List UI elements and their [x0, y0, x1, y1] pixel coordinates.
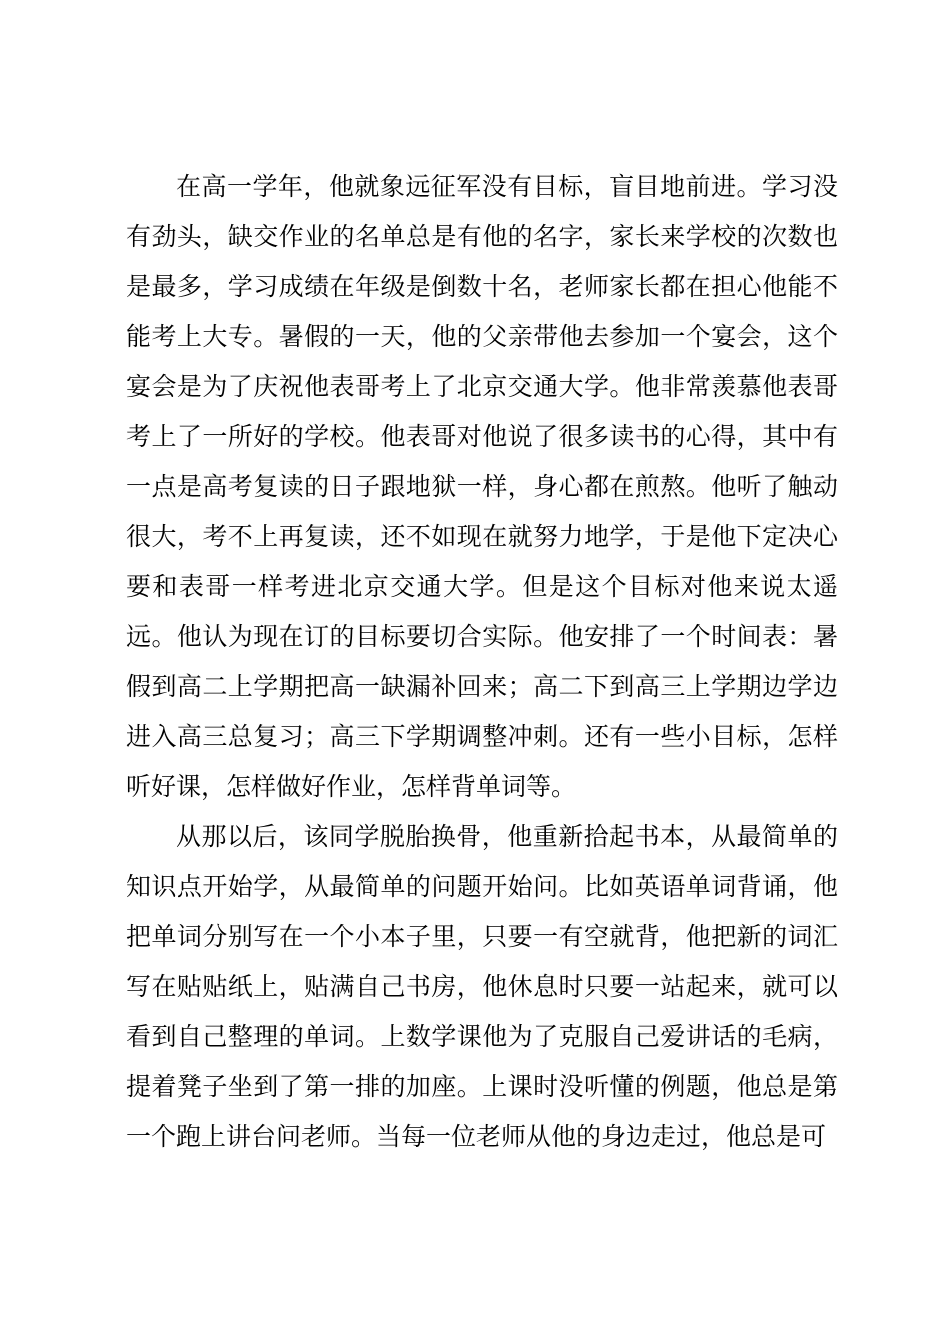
paragraph-1: 在高一学年，他就象远征军没有目标，盲目地前进。学习没有劲头，缺交作业的名单总是有他的名字，家长来学校的次数也是最多，学习成绩在年级是倒数十名，老师家长都在担心他能不能考上大专。暑假的一天，他的父亲带他去参加一个宴会，这个宴会是为了庆祝他表哥考上了北京交通大学。他非常羡慕他表哥考上了一所好的学校。他表哥对他说了很多读书的心得，其中有一点是高考复读的日子跟地狱一样，身心都在煎熬。他听了触动很大，考不上再复读，还不如现在就努力地学，于是他下定决心要和表哥一样考进北京交通大学。但是这个目标对他来说太遥远。他认为现在订的目标要切合实际。他安排了一个时间表：暑假到高二上学期把高一缺漏补回来；高二下到高三上学期边学边进入高三总复习；高三下学期调整冲刺。还有一些小目标，怎样听好课，怎样做好作业，怎样背单词等。: [126, 172, 838, 801]
paragraph-2: 从那以后，该同学脱胎换骨，他重新拾起书本，从最简单的知识点开始学，从最简单的问题开始问。比如英语单词背诵，他把单词分别写在一个小本子里，只要一有空就背，他把新的词汇写在贴贴纸上，贴满自己书房，他休息时只要一站起来，就可以看到自己整理的单词。上数学课他为了克服自己爱讲话的毛病，提着凳子坐到了第一排的加座。上课时没听懂的例题，他总是第一个跑上讲台问老师。当每一位老师从他的身边走过，他总是可: [126, 822, 838, 1151]
document-body: [126, 162, 838, 1162]
